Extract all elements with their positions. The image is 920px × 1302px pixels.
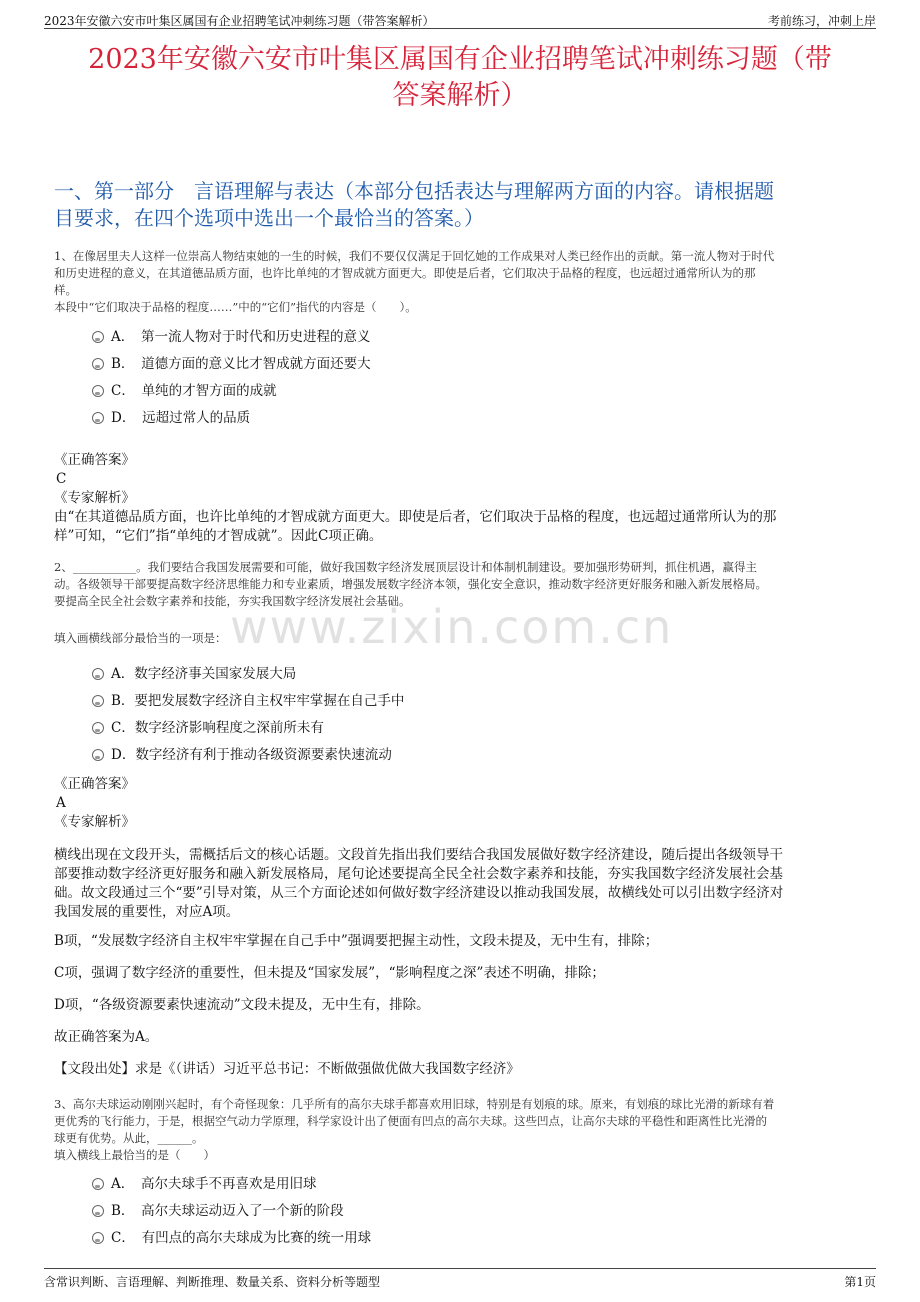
q3-option-c[interactable]: C． 有凹点的高尔夫球成为比赛的统一用球 [92,1229,371,1247]
q2-conclusion: 故正确答案为A。 [54,1029,159,1045]
q2-option-d[interactable]: D．数字经济有利于推动各级资源要素快速流动 [92,746,392,764]
document-title: 2023年安徽六安市叶集区属国有企业招聘笔试冲刺练习题（带 答案解析） [88,44,832,111]
q1-option-c[interactable]: C． 单纯的才智方面的成就 [92,382,277,400]
analysis-label: 《专家解析》 [54,814,135,830]
q1-option-b[interactable]: B． 道德方面的意义比才智成就方面还要大 [92,355,371,373]
radio-icon[interactable] [92,749,104,761]
answer-value: C [56,471,67,487]
answer-label: 《正确答案》 [54,776,135,792]
q2-analysis-b: B项，“发展数字经济自主权牢牢掌握在自己手中”强调要把握主动性，文段未提及，无中生有，排除； [54,933,659,949]
q2-option-c[interactable]: C．数字经济影响程度之深前所未有 [92,719,324,737]
page-footer [44,1268,876,1289]
q2-source: 【文段出处】求是《（讲话）习近平总书记：不断做强做优做大我国数字经济》 [54,1061,520,1077]
header-slogan: 考前练习，冲刺上岸 [767,14,876,28]
radio-icon[interactable] [92,331,104,343]
question-2-prompt: 填入画横线部分最恰当的一项是： [54,631,227,645]
watermark: www.zixin.com.cn [230,600,674,654]
footer-note: 含常识判断、言语理解、判断推理、数量关系、资料分析等题型 [44,1275,381,1289]
q2-analysis-paragraph: 横线出现在文段开头，需概括后文的核心话题。文段首先指出我们要结合我国发展做好数字经济建设，随后提出各级领导干 部要推动数字经济更好服务和融入新发展格局，尾句论述要提高全民全社会数字素养和技能，夯实我国数字经济发展社会基 础。故文段通过三个“要”引导对策，从三个方面论述如何做好数字经济建设以推动我国发展，故横线处可以引出数字经济对 我国发展的重要性，对应A项。 [54,847,784,920]
radio-icon[interactable] [92,722,104,734]
question-3-stem: 3、高尔夫球运动刚刚兴起时，有个奇怪现象：几乎所有的高尔夫球手都喜欢用旧球，特别是有划痕的球。原来，有划痕的球比光滑的新球有着 更优秀的飞行能力，于是，根据空气动力学原理，科学家设计出了便面有凹点的高尔夫球。这些凹点，让高尔夫球的平稳性和距离性比光滑的 球更有优势。从此，______。 填入横线上最恰当的是（ ） [54,1097,775,1162]
radio-icon[interactable] [92,668,104,680]
q3-option-a[interactable]: A． 高尔夫球手不再喜欢是用旧球 [92,1175,317,1193]
radio-icon[interactable] [92,1178,104,1190]
answer-value: A [56,795,66,811]
radio-icon[interactable] [92,695,104,707]
header-doc-title: 2023年安徽六安市叶集区属国有企业招聘笔试冲刺练习题（带答案解析） [44,14,435,28]
page-header [44,10,876,29]
q2-option-b[interactable]: B．要把发展数字经济自主权牢牢掌握在自己手中 [92,692,404,710]
radio-icon[interactable] [92,385,104,397]
q1-option-a[interactable]: A． 第一流人物对于时代和历史进程的意义 [92,328,371,346]
radio-icon[interactable] [92,1205,104,1217]
q2-option-a[interactable]: A．数字经济事关国家发展大局 [92,665,296,683]
question-2-stem: 2、___________。我们要结合我国发展需要和可能，做好我国数字经济发展顶层设计和体制机制建设。要加强形势研判，抓住机遇，赢得主 动。各级领导干部要提高数字经济思维能力和专业素质，增强发展数字经济本领，强化安全意识，推动数字经济更好服务和融入新发展格局。 要提高全民全社会数字素养和技能，夯实我国数字经济发展社会基础。 [54,560,767,608]
analysis-label: 《专家解析》 [54,490,135,506]
radio-icon[interactable] [92,412,104,424]
q1-answer-block: 《正确答案》 C 《专家解析》 由“在其道德品质方面，也许比单纯的才智成就方面更大。即使是后者，它们取决于品格的程度，也远超过通常所认为的那 样”可知，“它们”指“单纯的才智成就”。因此C项正确。 [54,451,870,546]
question-1-stem: 1、在像居里夫人这样一位崇高人物结束她的一生的时候，我们不要仅仅满足于回忆她的工作成果对人类已经作出的贡献。第一流人物对于时代 和历史进程的意义，在其道德品质方面，也许比单纯的才智成就方面更大。即使是后者，它们取决于品格的程度，也远超过通常所认为的那 样。 本段中“它们取决于品格的程度……”中的“它们”指代的内容是（ ）。 [54,249,775,314]
q3-option-b[interactable]: B． 高尔夫球运动迈入了一个新的阶段 [92,1202,344,1220]
answer-label: 《正确答案》 [54,452,135,468]
q1-option-d[interactable]: D． 远超过常人的品质 [92,409,250,427]
radio-icon[interactable] [92,358,104,370]
q2-analysis-c: C项，强调了数字经济的重要性，但未提及“国家发展”，“影响程度之深”表述不明确，排除； [54,965,605,981]
section-heading: 一、第一部分 言语理解与表达（本部分包括表达与理解两方面的内容。请根据题 目要求，在四个选项中选出一个最恰当的答案。） [54,179,774,230]
q2-analysis-d: D项，“各级资源要素快速流动”文段未提及，无中生有，排除。 [54,997,430,1013]
q2-answer-block [54,775,870,832]
page-number: 第1页 [844,1275,876,1289]
radio-icon[interactable] [92,1232,104,1244]
